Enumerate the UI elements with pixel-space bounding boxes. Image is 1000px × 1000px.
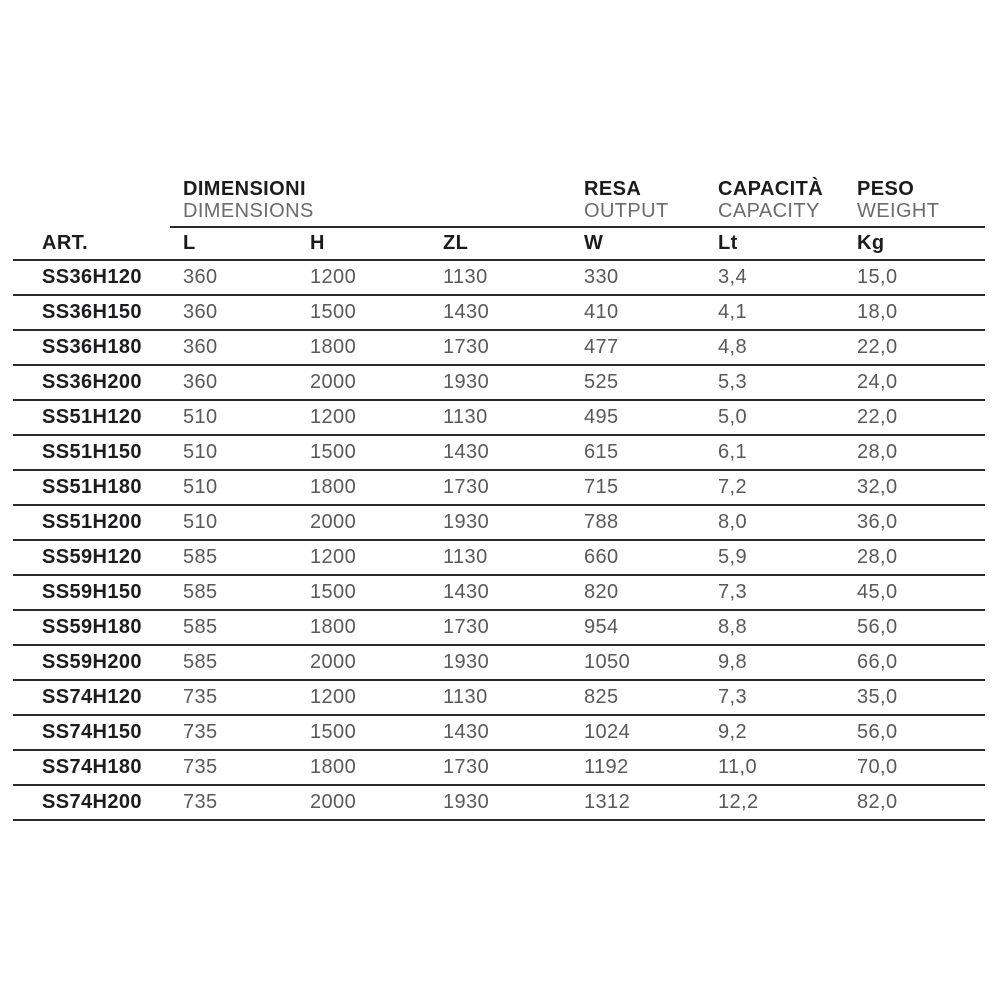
spec-table — [13, 177, 985, 821]
cell-art: SS59H180 — [42, 616, 142, 638]
cell-l: 510 — [183, 441, 218, 463]
table-row — [13, 541, 985, 576]
cell-h: 1800 — [310, 616, 357, 638]
cell-lt: 5,0 — [718, 406, 748, 428]
cell-lt: 8,8 — [718, 616, 748, 638]
cell-l: 585 — [183, 546, 218, 568]
cell-lt: 7,3 — [718, 581, 748, 603]
table-row — [13, 786, 985, 821]
cell-art: SS51H120 — [42, 406, 142, 428]
cell-art: SS59H150 — [42, 581, 142, 603]
cell-l: 360 — [183, 371, 218, 393]
cell-art: SS74H180 — [42, 756, 142, 778]
cell-zl: 1130 — [443, 266, 488, 288]
cell-w: 715 — [584, 476, 619, 498]
table-row — [13, 471, 985, 506]
cell-h: 1800 — [310, 476, 357, 498]
group-subtitle: CAPACITY — [718, 200, 820, 222]
cell-h: 2000 — [310, 371, 357, 393]
table-row — [13, 646, 985, 681]
group-title: PESO — [857, 178, 915, 200]
cell-h: 1800 — [310, 756, 357, 778]
group-title: CAPACITÀ — [718, 178, 824, 200]
cell-zl: 1730 — [443, 616, 490, 638]
group-header-band — [13, 177, 985, 228]
cell-kg: 35,0 — [857, 686, 898, 708]
table-row — [13, 331, 985, 366]
cell-zl: 1130 — [443, 546, 488, 568]
column-header-h: H — [310, 232, 325, 254]
cell-lt: 5,3 — [718, 371, 748, 393]
cell-h: 1500 — [310, 441, 357, 463]
cell-zl: 1930 — [443, 371, 490, 393]
group-title: DIMENSIONI — [183, 178, 306, 200]
cell-art: SS74H120 — [42, 686, 142, 708]
cell-lt: 7,2 — [718, 476, 748, 498]
cell-w: 410 — [584, 301, 619, 323]
cell-kg: 45,0 — [857, 581, 898, 603]
column-header-row — [13, 228, 985, 261]
cell-kg: 18,0 — [857, 301, 898, 323]
table-row — [13, 366, 985, 401]
cell-zl: 1730 — [443, 756, 490, 778]
cell-lt: 4,1 — [718, 301, 748, 323]
table-row — [13, 611, 985, 646]
cell-art: SS74H150 — [42, 721, 142, 743]
table-body — [13, 261, 985, 821]
cell-w: 1050 — [584, 651, 631, 673]
group-header-weight — [857, 178, 939, 222]
cell-l: 585 — [183, 616, 218, 638]
cell-art: SS51H180 — [42, 476, 142, 498]
cell-h: 2000 — [310, 791, 357, 813]
cell-w: 820 — [584, 581, 619, 603]
cell-zl: 1430 — [443, 581, 490, 603]
cell-w: 1312 — [584, 791, 631, 813]
column-header-zl: ZL — [443, 232, 469, 254]
cell-art: SS36H200 — [42, 371, 142, 393]
cell-l: 735 — [183, 686, 218, 708]
group-header-rule — [170, 226, 985, 228]
table-row — [13, 296, 985, 331]
cell-h: 1200 — [310, 406, 357, 428]
cell-w: 477 — [584, 336, 619, 358]
cell-l: 360 — [183, 266, 218, 288]
table-row — [13, 261, 985, 296]
cell-lt: 4,8 — [718, 336, 748, 358]
group-header-dimensions — [183, 178, 314, 222]
cell-w: 615 — [584, 441, 619, 463]
cell-art: SS36H120 — [42, 266, 142, 288]
cell-w: 525 — [584, 371, 619, 393]
table-row — [13, 681, 985, 716]
cell-zl: 1430 — [443, 301, 490, 323]
cell-w: 1024 — [584, 721, 631, 743]
cell-h: 1200 — [310, 546, 357, 568]
cell-art: SS59H120 — [42, 546, 142, 568]
cell-zl: 1730 — [443, 476, 490, 498]
cell-l: 735 — [183, 721, 218, 743]
table-row — [13, 576, 985, 611]
cell-kg: 22,0 — [857, 406, 898, 428]
column-header-w: W — [584, 232, 604, 254]
cell-h: 1200 — [310, 686, 357, 708]
column-header-art: ART. — [42, 232, 89, 254]
cell-l: 360 — [183, 301, 218, 323]
group-subtitle: OUTPUT — [584, 200, 669, 222]
cell-w: 1192 — [584, 756, 629, 778]
cell-zl: 1930 — [443, 651, 490, 673]
cell-kg: 56,0 — [857, 616, 898, 638]
cell-kg: 56,0 — [857, 721, 898, 743]
group-title: RESA — [584, 178, 642, 200]
cell-art: SS51H150 — [42, 441, 142, 463]
cell-zl: 1730 — [443, 336, 490, 358]
cell-l: 735 — [183, 756, 218, 778]
cell-h: 1500 — [310, 301, 357, 323]
cell-kg: 82,0 — [857, 791, 898, 813]
cell-zl: 1930 — [443, 511, 490, 533]
cell-kg: 15,0 — [857, 266, 898, 288]
cell-zl: 1430 — [443, 441, 490, 463]
cell-zl: 1130 — [443, 686, 488, 708]
cell-l: 510 — [183, 511, 218, 533]
cell-l: 585 — [183, 581, 218, 603]
cell-w: 788 — [584, 511, 619, 533]
cell-art: SS36H180 — [42, 336, 142, 358]
cell-l: 585 — [183, 651, 218, 673]
cell-h: 2000 — [310, 511, 357, 533]
group-header-capacity — [718, 178, 823, 222]
cell-kg: 70,0 — [857, 756, 898, 778]
cell-kg: 32,0 — [857, 476, 898, 498]
column-header-l: L — [183, 232, 196, 254]
table-row — [13, 751, 985, 786]
cell-l: 735 — [183, 791, 218, 813]
cell-kg: 24,0 — [857, 371, 898, 393]
cell-w: 495 — [584, 406, 619, 428]
cell-lt: 7,3 — [718, 686, 748, 708]
cell-lt: 11,0 — [718, 756, 758, 778]
cell-h: 1500 — [310, 581, 357, 603]
cell-lt: 9,2 — [718, 721, 748, 743]
cell-w: 330 — [584, 266, 619, 288]
cell-lt: 9,8 — [718, 651, 748, 673]
cell-art: SS51H200 — [42, 511, 142, 533]
cell-lt: 5,9 — [718, 546, 748, 568]
table-row — [13, 716, 985, 751]
cell-lt: 6,1 — [718, 441, 748, 463]
cell-w: 825 — [584, 686, 619, 708]
cell-l: 360 — [183, 336, 218, 358]
cell-kg: 28,0 — [857, 546, 898, 568]
table-row — [13, 436, 985, 471]
cell-l: 510 — [183, 406, 218, 428]
group-subtitle: WEIGHT — [857, 200, 940, 222]
group-subtitle: DIMENSIONS — [183, 200, 314, 222]
cell-art: SS74H200 — [42, 791, 142, 813]
cell-l: 510 — [183, 476, 218, 498]
cell-kg: 66,0 — [857, 651, 898, 673]
cell-art: SS59H200 — [42, 651, 142, 673]
cell-kg: 36,0 — [857, 511, 898, 533]
cell-lt: 8,0 — [718, 511, 748, 533]
cell-art: SS36H150 — [42, 301, 142, 323]
cell-zl: 1130 — [443, 406, 488, 428]
table-row — [13, 401, 985, 436]
column-header-kg: Kg — [857, 232, 885, 254]
group-header-output — [584, 178, 669, 222]
cell-h: 1200 — [310, 266, 357, 288]
cell-h: 2000 — [310, 651, 357, 673]
cell-w: 660 — [584, 546, 619, 568]
column-header-lt: Lt — [718, 232, 738, 254]
cell-h: 1500 — [310, 721, 357, 743]
cell-kg: 28,0 — [857, 441, 898, 463]
cell-kg: 22,0 — [857, 336, 898, 358]
cell-w: 954 — [584, 616, 619, 638]
cell-zl: 1930 — [443, 791, 490, 813]
cell-zl: 1430 — [443, 721, 490, 743]
cell-lt: 3,4 — [718, 266, 748, 288]
cell-h: 1800 — [310, 336, 357, 358]
table-row — [13, 506, 985, 541]
cell-lt: 12,2 — [718, 791, 759, 813]
